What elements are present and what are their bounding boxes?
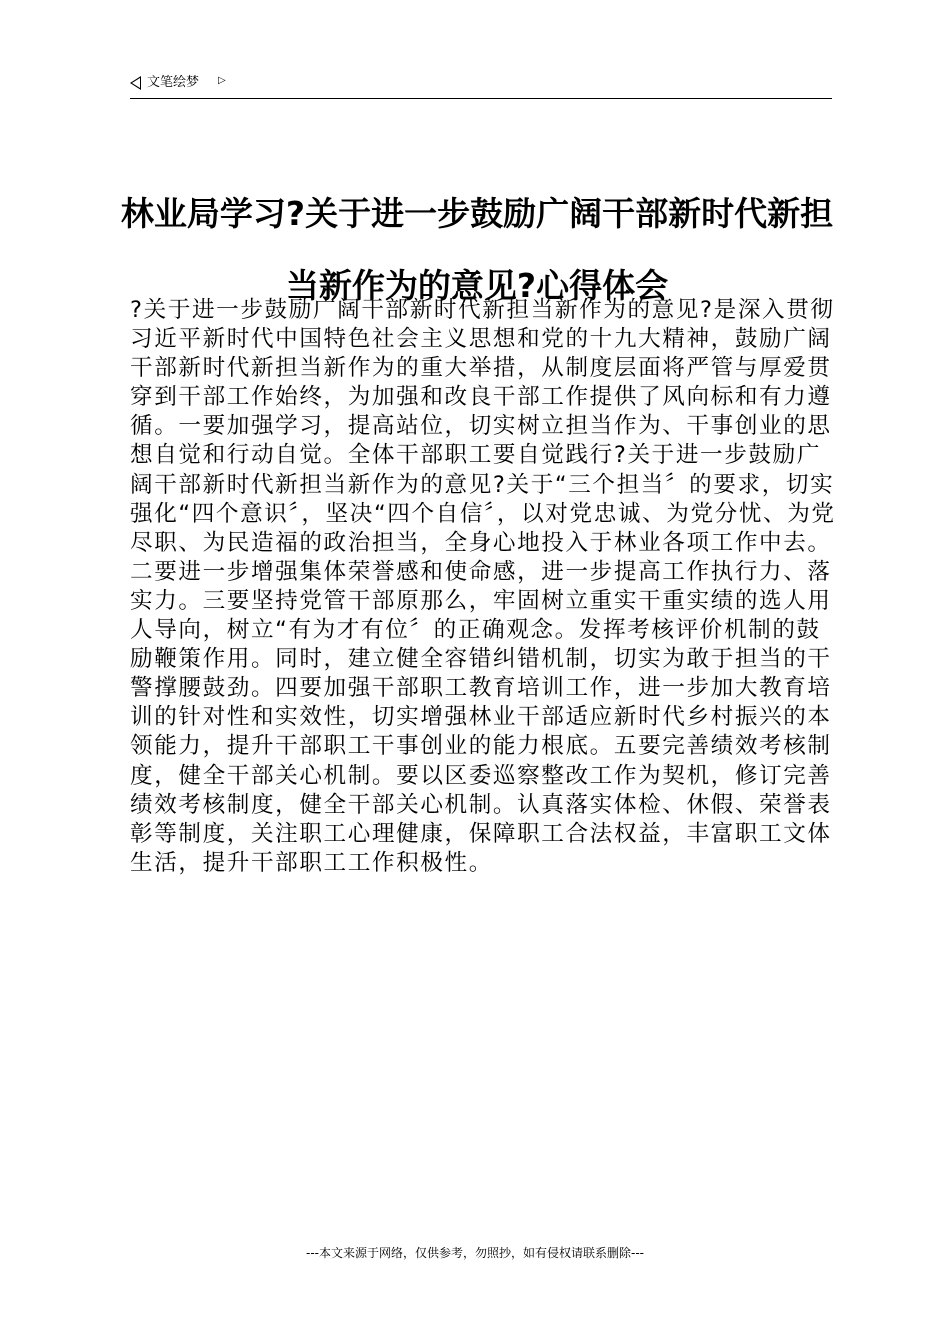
right-triangle-icon: ▷ xyxy=(218,75,226,86)
header-brand: 文笔绘梦 xyxy=(147,75,200,90)
document-title: 林业局学习?关于进一步鼓励广阔干部新时代新担当新作为的意见?心得体会 xyxy=(120,194,834,305)
page-header xyxy=(130,74,832,99)
footer-disclaimer: ---本文来源于网络，仅供参考，勿照抄，如有侵权请联系删除--- xyxy=(306,1246,644,1260)
left-triangle-icon xyxy=(130,76,141,90)
document-body: ?关于进一步鼓励广阔干部新时代新担当新作为的意见?是深入贯彻习近平新时代中国特色社会主义思想和党的十九大精神，鼓励广阔干部新时代新担当新作为的重大举措，从制度层面将严管与厚爱贯穿到干部工作始终，为加强和改良干部工作提供了风向标和有力遵循。一要加强学习，提高站位，切实树立担当作为、干事创业的思想自觉和行动自觉。全体干部职工要自觉践行?关于进一步鼓励广阔干部新时代新担当新作为的意见?关于“三个担当〞的要求，切实强化“四个意识〞，坚决“四个自信〞，以对党忠诚、为党分忧、为党尽职、为民造福的政治担当，全身心地投入于林业各项工作中去。二要进一步增强集体荣誉感和使命感，进一步提高工作执行力、落实力。三要坚持党管干部原那么，牢固树立重实干重实绩的选人用人导向，树立“有为才有位〞的正确观念。发挥考核评价机制的鼓励鞭策作用。同时，建立健全容错纠错机制，切实为敢于担当的干警撑腰鼓劲。四要加强干部职工教育培训工作，进一步加大教育培训的针对性和实效性，切实增强林业干部适应新时代乡村振兴的本领能力，提升干部职工干事创业的能力根底。五要完善绩效考核制度，健全干部关心机制。要以区委巡察整改工作为契机，修订完善绩效考核制度，健全干部关心机制。认真落实体检、休假、荣誉表彰等制度，关注职工心理健康，保障职工合法权益，丰富职工文体生活，提升干部职工工作积极性。 xyxy=(130,297,836,876)
